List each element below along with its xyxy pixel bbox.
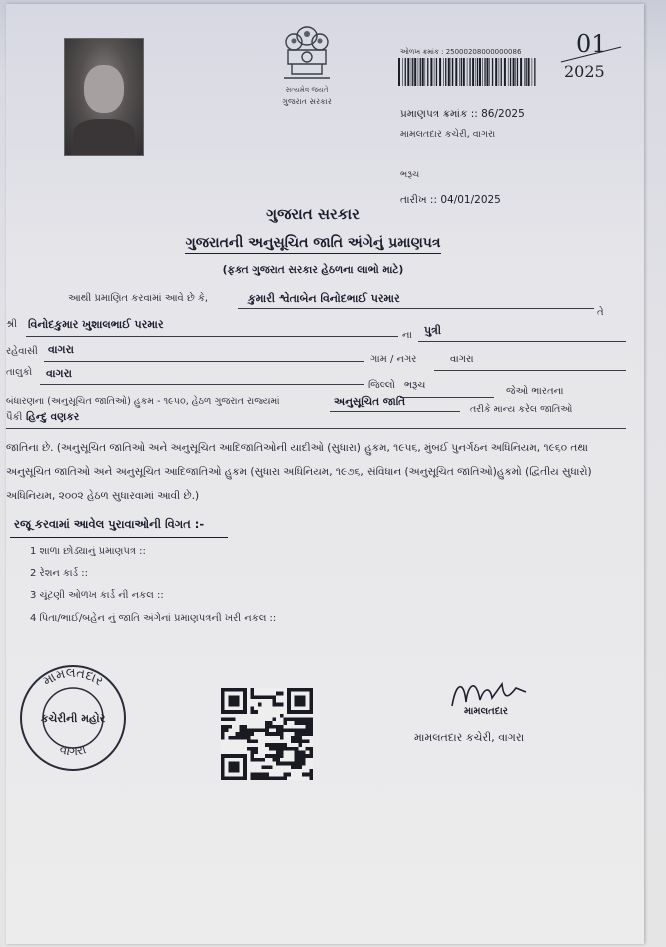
document-item: 2 રેશન કાર્ડ ::	[30, 568, 88, 579]
document-item: 4 પિતા/ભાઈ/બહેન નું જાતિ અંગેનાં પ્રમાણપત્રની ખરી નકલ ::	[30, 613, 277, 624]
legal-paragraph: જાતિના છે. (અનુસૂચિત જાતિઓ અને અનુસૂચિત આદિજાતિઓની યાદીઓ (સુધારા) હુકમ, ૧૯૫૬, મુંબઈ પુનર્ગઠન અધિનિયમ, ૧૯૬૦ તથા અનુસૂચિત જાતિઓ અને અનુસૂચિત આદિજાતિઓ હુકમ (સુધારા અધિનિયમ, ૧૯૭૬, સંવિધાન (અનુસૂચિત જાતિઓ)હુકમો (દ્વિતીય સુધારો) અધિનિયમ, ૨૦૦૨ હેઠળ સુધારવામાં આવી છે.)	[6, 442, 592, 502]
issuing-place: ભરૂચ	[400, 170, 420, 180]
india-label: જેઓ ભારતના	[506, 386, 564, 397]
handwritten-note-bottom: 2025	[564, 62, 605, 81]
district-label: જિલ્લો	[368, 380, 395, 391]
document-item: 1 શાળા છોડ્યાનું પ્રમાણપત્ર ::	[30, 546, 146, 557]
certificate-title: ગુજરાતની અનુસૂચિત જાતિ અંગેનું પ્રમાણપત્ર	[185, 235, 440, 254]
shri-label: શ્રી	[6, 319, 18, 330]
resident-value: વાગરા	[48, 343, 74, 356]
certificate-number: પ્રમાણપત્ર ક્રમાંક :: 86/2025	[400, 108, 525, 120]
taluka-value: વાગરા	[46, 367, 72, 380]
village-label: ગામ / નગર	[370, 354, 417, 365]
recognized-castes-label: તરીકે માન્ય કરેલ જાતિઓ	[470, 404, 573, 415]
svg-text:મામલતદાર	[41, 666, 106, 690]
resident-label: રહેવાસી	[6, 346, 38, 357]
relation: પુત્રી	[424, 324, 442, 337]
qr-code[interactable]	[221, 688, 313, 780]
signing-office: મામલતદાર કચેરી, વાગરા	[414, 731, 525, 744]
father-name: વિનોદકુમાર ખુશાલભાઈ પરમાર	[28, 318, 164, 331]
barcode-number: ઓળખ ક્રમાંક : 25000208000000086	[400, 48, 522, 56]
order-text: બંધારણના (અનુસૂચિત જાતિઓ) હુકમ - ૧૯૫૦, હેઠળ ગુજરાત રાજ્યમાં	[6, 396, 280, 407]
emblem-caption: ગુજરાત સરકાર	[282, 97, 332, 106]
te-label: તે	[597, 307, 604, 318]
certify-label: આથી પ્રમાણિત કરવામાં આવે છે કે,	[68, 293, 209, 304]
issue-date: તારીખ :: 04/01/2025	[400, 194, 501, 206]
seal-middle-text: કચેરીની મહોર	[40, 712, 106, 725]
district-value: ભરૂચ	[404, 380, 426, 391]
emblem-motto: સત્યમેવ જયતે	[285, 86, 329, 94]
na-label: ના	[402, 330, 412, 341]
signature-text: મામલતદાર	[464, 706, 508, 716]
sub-caste-label: પૈકી	[6, 412, 23, 423]
seal-top-text: મામલતદાર	[40, 665, 106, 690]
caste-category: અનુસૂચિત જાતિ	[334, 396, 406, 408]
candidate-name: કુમારી શ્વેતાબેન વિનોદભાઈ પરમાર	[248, 292, 400, 305]
svg-text:વાગરા	[58, 742, 87, 758]
handwritten-note-top: 01	[576, 30, 607, 58]
certificate-subtitle: (ફક્ત ગુજરાત સરકાર હેઠળના લાભો માટે)	[222, 264, 404, 276]
handwritten-note	[556, 30, 628, 88]
issuing-office: મામલતદાર કચેરી, વાગરા	[400, 129, 496, 140]
signature	[446, 672, 536, 716]
office-seal	[16, 662, 130, 772]
village-value: વાગરા	[450, 354, 474, 365]
sub-caste-value: હિન્દુ વણકર	[26, 411, 80, 423]
taluka-label: તાલુકો	[6, 367, 33, 378]
seal-bottom-text: વાગરા	[58, 742, 88, 759]
documents-heading: રજૂ કરવામાં આવેલ પુરાવાઓની વિગત :-	[14, 517, 205, 531]
barcode	[398, 58, 538, 86]
document-item: 3 ચૂંટણી ઓળખ કાર્ડ ની નકલ ::	[30, 590, 164, 601]
applicant-photo	[64, 38, 144, 156]
government-heading: ગુજરાત સરકાર	[266, 205, 360, 223]
ashoka-emblem-icon	[272, 22, 342, 88]
